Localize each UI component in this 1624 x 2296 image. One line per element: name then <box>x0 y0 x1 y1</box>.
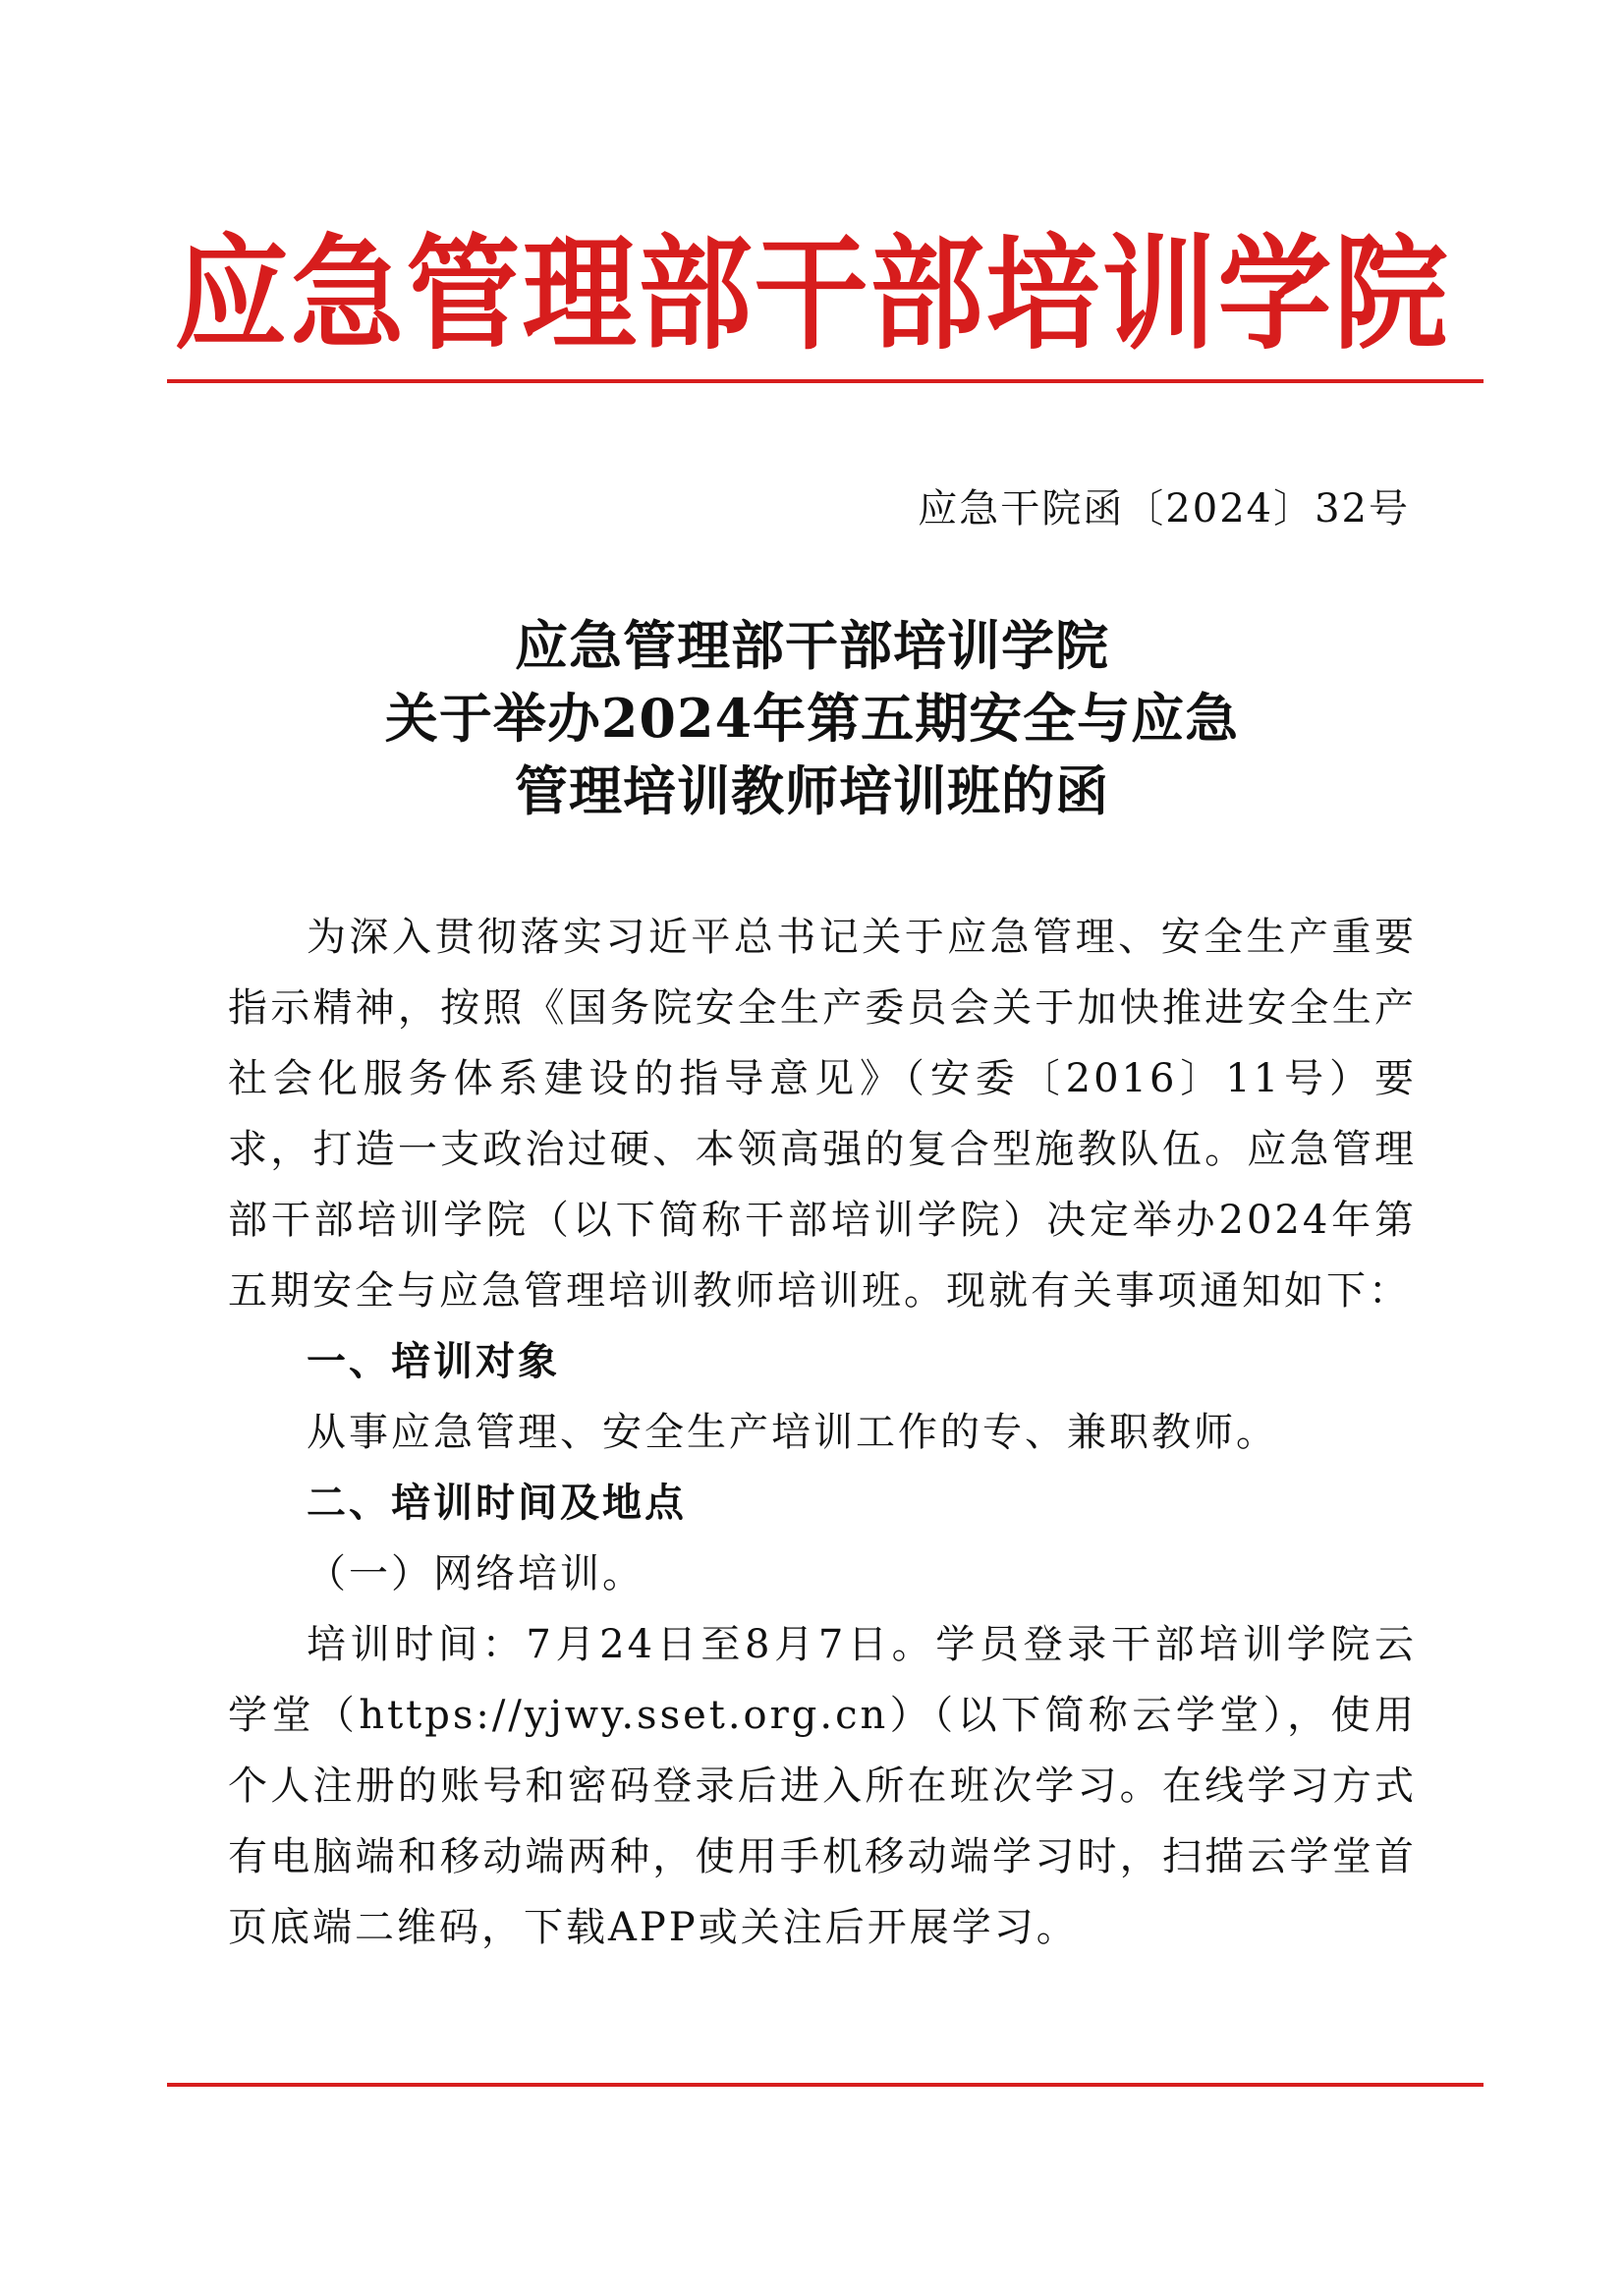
document-title <box>0 609 1624 827</box>
letterhead-red-rule <box>167 379 1484 383</box>
section-2-heading: 二、培训时间及地点 <box>307 1481 687 1526</box>
section-1-text: 从事应急管理、安全生产培训工作的专、兼职教师。 <box>307 1410 1278 1455</box>
intro-paragraph: 为深入贯彻落实习近平总书记关于应急管理、安全生产重要指示精神，按照《国务院安全生产委员会关于加快推进安全生产社会化服务体系建设的指导意见》（安委〔2016〕11号）要求，打造一支政治过硬、本领高强的复合型施教队伍。应急管理部干部培训学院（以下简称干部培训学院）决定举办2024年第五期安全与应急管理培训教师培训班。现就有关事项通知如下： <box>228 915 1417 1314</box>
title-line-3: 管理培训教师培训班的函 <box>515 759 1109 822</box>
title-line-2: 关于举办2024年第五期安全与应急 <box>384 687 1240 750</box>
footer-red-rule <box>167 2083 1484 2087</box>
section-2-sub-1-text: 培训时间：7月24日至8月7日。学员登录干部培训学院云学堂（https://yjwy.sset.org.cn）（以下简称云学堂），使用个人注册的账号和密码登录后进入所在班次学习。在线学习方式有电脑端和移动端两种，使用手机移动端学习时，扫描云学堂首页底端二维码，下载APP或关注后开展学习。 <box>228 1622 1417 1950</box>
section-2-subheading-1: （一）网络培训。 <box>307 1551 644 1596</box>
section-1-heading: 一、培训对象 <box>307 1339 560 1384</box>
document-number: 应急干院函〔2024〕32号 <box>918 486 1410 532</box>
letterhead-org-name: 应急管理部干部培训学院 <box>174 222 1450 367</box>
title-line-1: 应急管理部干部培训学院 <box>515 614 1109 677</box>
document-body <box>228 902 1417 1963</box>
